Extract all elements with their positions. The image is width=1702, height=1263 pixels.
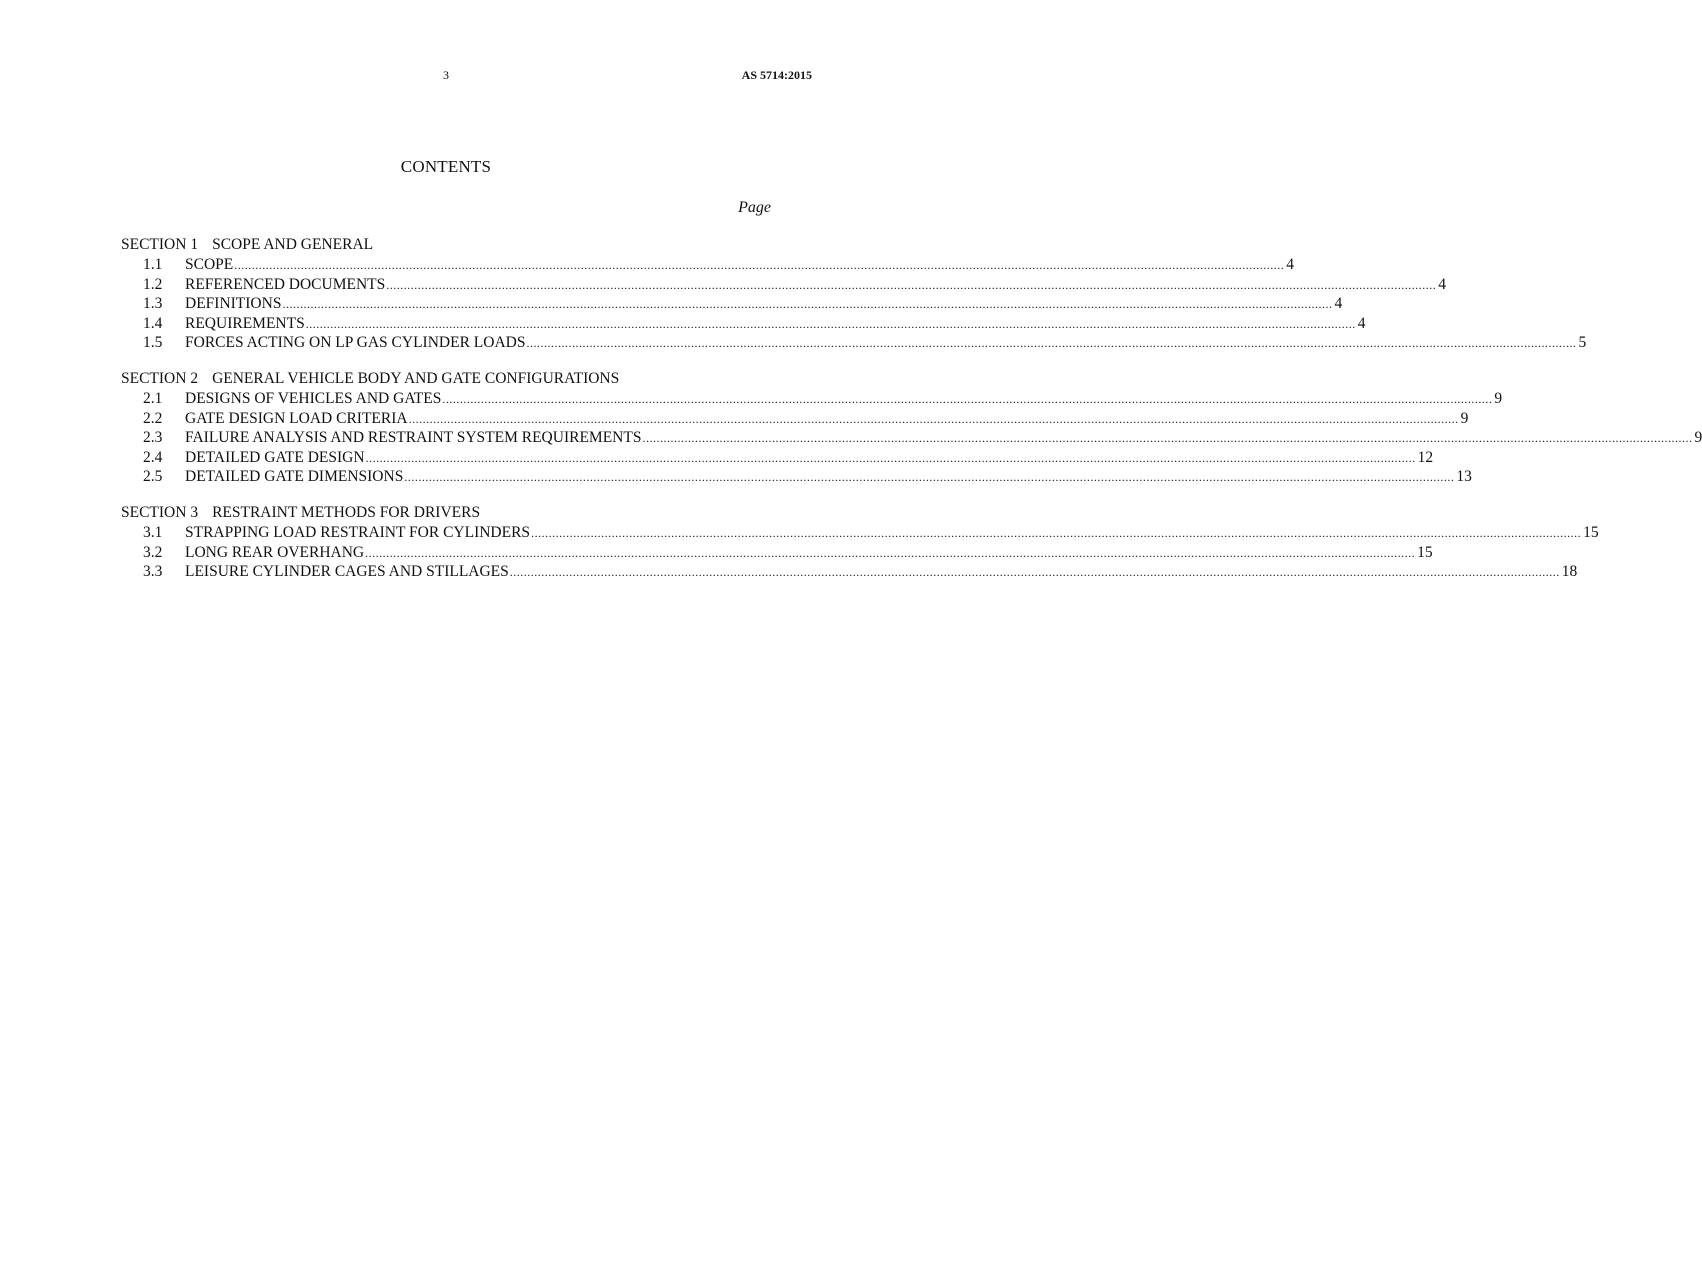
dot-leader: ............................................................................................................................................................................................................................................................................................................ — [442, 391, 1493, 406]
dot-leader: ............................................................................................................................................................................................................................................................................................................ — [282, 297, 1333, 312]
entry-number: 3.1 — [143, 523, 163, 541]
entry-number: 1.5 — [143, 334, 163, 352]
dot-leader: ............................................................................................................................................................................................................................................................................................................ — [509, 565, 1560, 580]
toc-entry[interactable] — [121, 523, 1599, 543]
entry-page: 15 — [1583, 523, 1599, 541]
toc-entry[interactable] — [121, 543, 1433, 563]
entry-page: 13 — [1456, 468, 1472, 486]
entry-number: 1.1 — [143, 256, 163, 273]
entry-number: 1.4 — [143, 314, 163, 332]
dot-leader: ............................................................................................................................................................................................................................................................................................................ — [531, 525, 1582, 540]
entry-title: LEISURE CYLINDER CAGES AND STILLAGES — [185, 563, 509, 581]
entry-page: 4 — [1438, 275, 1446, 293]
toc-entry[interactable] — [121, 448, 1434, 468]
toc-entry[interactable] — [121, 389, 1503, 409]
entry-number: 2.3 — [143, 429, 163, 447]
dot-leader: ............................................................................................................................................................................................................................................................................................................ — [408, 411, 1459, 426]
toc-section — [121, 503, 1599, 582]
entry-page: 18 — [1561, 563, 1578, 581]
section-heading[interactable] — [121, 235, 771, 255]
toc-section — [121, 369, 1702, 487]
dot-leader: ............................................................................................................................................................................................................................................................................................................ — [526, 336, 1577, 351]
entry-title: STRAPPING LOAD RESTRAINT FOR CYLINDERS — [185, 523, 531, 541]
section-heading[interactable] — [121, 369, 771, 389]
entry-title: DETAILED GATE DIMENSIONS — [185, 468, 404, 486]
dot-leader: ............................................................................................................................................................................................................................................................................................................ — [365, 545, 1416, 560]
entry-page: 12 — [1417, 448, 1434, 466]
toc-entry[interactable] — [121, 333, 1587, 353]
section-number: SECTION 3 — [121, 503, 199, 521]
page-column-heading: Page — [738, 199, 771, 216]
dot-leader: ............................................................................................................................................................................................................................................................................................................ — [305, 316, 1356, 331]
section-number: SECTION 2 — [121, 369, 199, 387]
entry-number: 3.3 — [143, 563, 163, 581]
entry-page: 9 — [1460, 409, 1469, 427]
entry-title: GATE DESIGN LOAD CRITERIA — [185, 409, 408, 427]
entry-title: DESIGNS OF VEHICLES AND GATES — [185, 389, 442, 407]
toc-entry[interactable] — [121, 428, 1702, 448]
entry-page: 4 — [1357, 314, 1366, 332]
entry-number: 1.3 — [143, 295, 163, 313]
toc-entry[interactable] — [121, 467, 1472, 487]
dot-leader: ............................................................................................................................................................................................................................................................................................................ — [386, 277, 1437, 292]
dot-leader: ............................................................................................................................................................................................................................................................................................................ — [404, 470, 1455, 485]
section-title: GENERAL VEHICLE BODY AND GATE CONFIGURATIONS — [212, 369, 620, 387]
entry-title: FORCES ACTING ON LP GAS CYLINDER LOADS — [185, 334, 526, 352]
entry-number: 2.5 — [143, 468, 163, 486]
dot-leader: ............................................................................................................................................................................................................................................................................................................ — [365, 450, 1416, 465]
entry-title: REQUIREMENTS — [185, 314, 305, 332]
section-title: SCOPE AND GENERAL — [212, 236, 374, 253]
entry-title: LONG REAR OVERHANG — [185, 543, 365, 561]
entry-page: 5 — [1578, 334, 1587, 352]
entry-number: 1.2 — [143, 275, 163, 293]
entry-number: 2.2 — [143, 409, 163, 427]
section-title: RESTRAINT METHODS FOR DRIVERS — [212, 503, 481, 521]
dot-leader: ............................................................................................................................................................................................................................................................................................................ — [642, 431, 1693, 446]
dot-leader: ............................................................................................................................................................................................................................................................................................................ — [234, 258, 1285, 272]
entry-title: DETAILED GATE DESIGN — [185, 448, 365, 466]
contents-title: CONTENTS — [400, 157, 492, 176]
toc-section — [121, 235, 1587, 353]
entry-title: SCOPE — [185, 256, 234, 273]
entry-title: FAILURE ANALYSIS AND RESTRAINT SYSTEM REQUIREMENTS — [185, 429, 642, 447]
table-of-contents — [121, 235, 1702, 598]
toc-entry[interactable] — [121, 275, 1446, 295]
section-heading[interactable] — [121, 503, 771, 523]
toc-entry[interactable] — [121, 294, 1343, 314]
toc-entry[interactable] — [121, 562, 1578, 582]
toc-entry[interactable] — [121, 314, 1366, 334]
entry-number: 2.4 — [143, 448, 163, 466]
entry-page: 4 — [1334, 295, 1343, 313]
toc-entry[interactable] — [121, 409, 1469, 429]
entry-number: 2.1 — [143, 389, 163, 407]
entry-page: 9 — [1494, 389, 1503, 407]
entry-title: DEFINITIONS — [185, 295, 282, 313]
entry-page: 4 — [1286, 256, 1294, 273]
entry-page: 9 — [1694, 429, 1702, 447]
document-id: AS 5714:2015 — [741, 68, 812, 82]
entry-number: 3.2 — [143, 543, 163, 561]
page-number: 3 — [443, 68, 449, 82]
toc-entry[interactable] — [121, 255, 1294, 275]
section-number: SECTION 1 — [121, 236, 199, 253]
entry-title: REFERENCED DOCUMENTS — [185, 275, 386, 293]
entry-page: 15 — [1417, 543, 1433, 561]
